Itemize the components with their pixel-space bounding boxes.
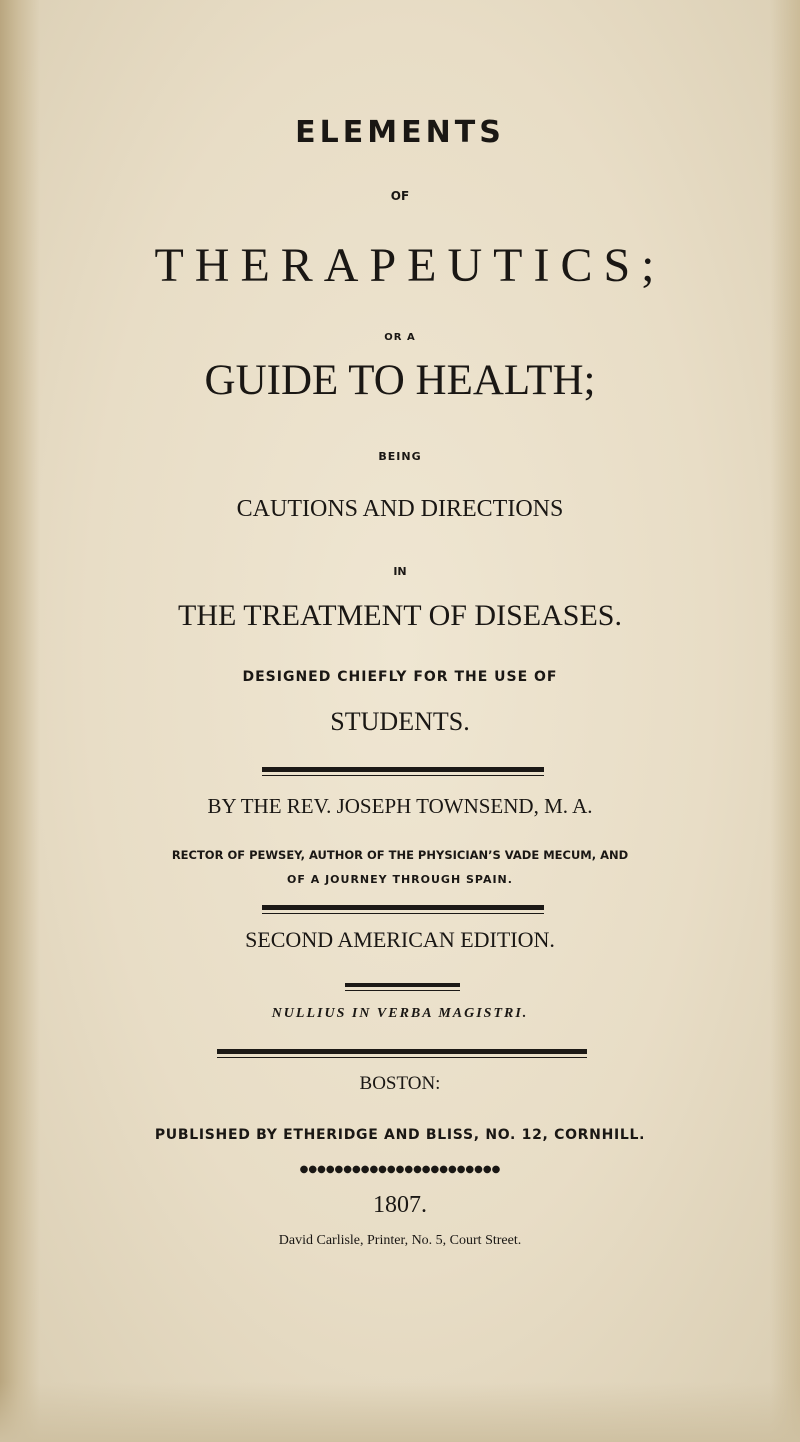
long-rule-top — [217, 1049, 587, 1054]
subtitle-guide-to-health: GUIDE TO HEALTH; — [204, 357, 596, 404]
publisher-line: PUBLISHED BY ETHERIDGE AND BLISS, NO. 12, CORNHILL. — [154, 1127, 646, 1143]
double-rule-2-bottom — [262, 913, 544, 914]
subtitle-in: IN — [393, 565, 407, 578]
title-therapeutics: THERAPEUTICS; — [154, 239, 666, 292]
double-rule-2-top — [262, 905, 544, 910]
title-elements: ELEMENTS — [295, 115, 505, 150]
subtitle-designed: DESIGNED CHIEFLY FOR THE USE OF — [242, 669, 558, 685]
double-rule-1-bottom — [262, 775, 544, 776]
title-or-a: OR A — [384, 332, 416, 343]
subtitle-cautions: CAUTIONS AND DIRECTIONS — [236, 496, 564, 522]
title-of: OF — [390, 189, 410, 203]
subtitle-treatment: THE TREATMENT OF DISEASES. — [178, 599, 622, 632]
place-of-publication: BOSTON: — [359, 1073, 441, 1094]
double-rule-1-top — [262, 767, 544, 772]
long-rule-bottom — [217, 1057, 587, 1058]
subtitle-being: BEING — [378, 450, 422, 463]
motto: NULLIUS IN VERBA MAGISTRI. — [271, 1006, 529, 1021]
author-credentials-line1: RECTOR OF PEWSEY, AUTHOR OF THE PHYSICIAN’S VADE MECUM, AND — [171, 848, 629, 862]
edition-line: SECOND AMERICAN EDITION. — [245, 927, 555, 952]
subtitle-students: STUDENTS. — [330, 707, 470, 736]
publication-year: 1807. — [373, 1192, 427, 1218]
author-credentials-line2: OF A JOURNEY THROUGH SPAIN. — [287, 873, 513, 886]
short-rule — [345, 983, 460, 987]
page-edge-shadow-bottom — [0, 1382, 800, 1442]
dotted-ornament: ●●●●●●●●●●●●●●●●●●●●●●● — [299, 1164, 501, 1175]
author-line: BY THE REV. JOSEPH TOWNSEND, M. A. — [207, 794, 593, 818]
printer-line: David Carlisle, Printer, No. 5, Court Street. — [278, 1233, 522, 1248]
short-rule-thin — [345, 990, 460, 991]
